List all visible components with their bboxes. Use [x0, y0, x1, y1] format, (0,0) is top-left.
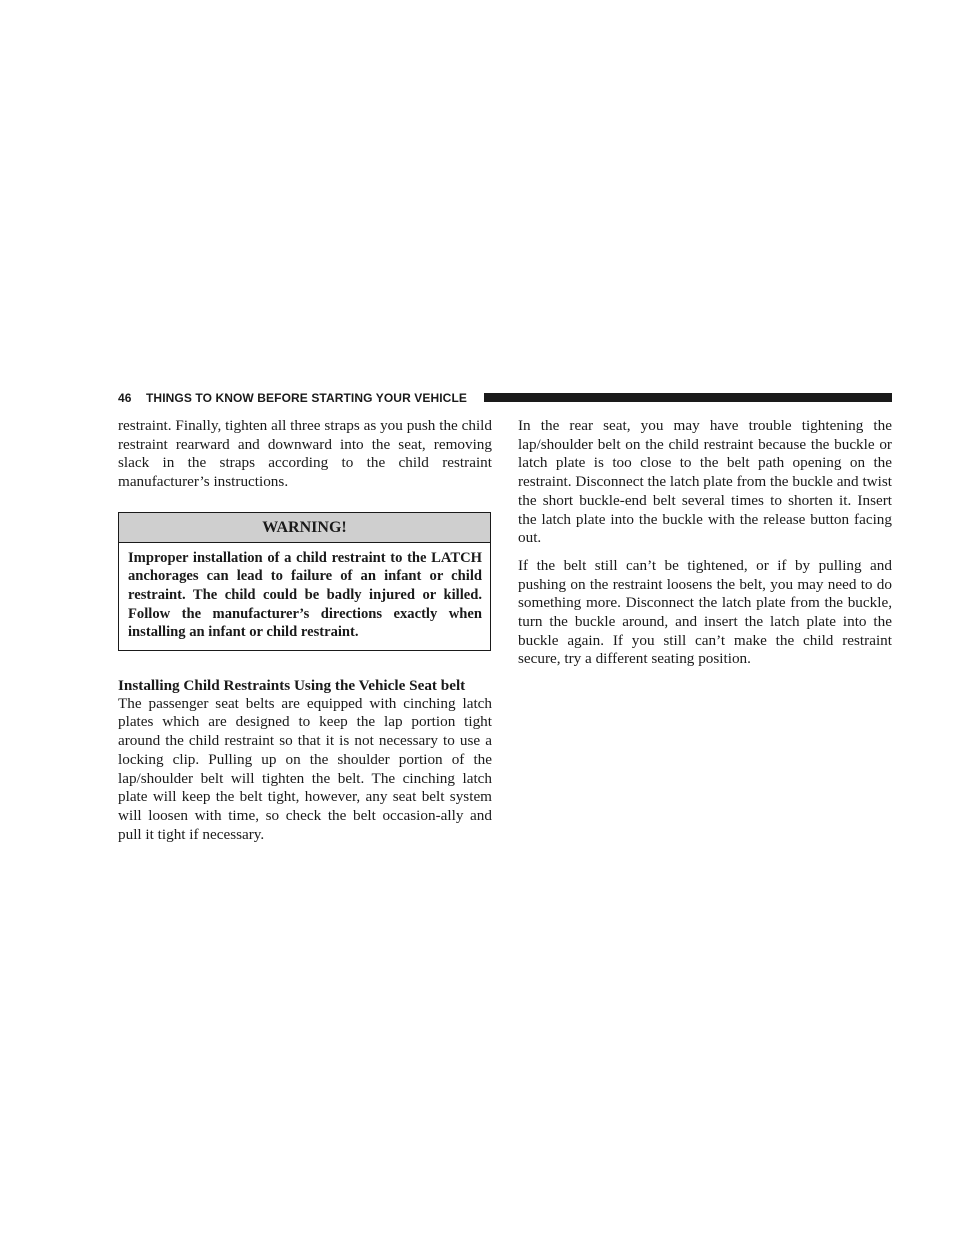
subheading: Installing Child Restraints Using the Vehicle Seat belt: [118, 676, 466, 694]
left-paragraph-1: restraint. Finally, tighten all three straps as you push the child restraint rearward and downward into the seat, removing slack in the straps according to the child restraint manufacturer’s instructions.: [118, 417, 492, 491]
warning-box: [118, 512, 491, 651]
left-column: [118, 417, 492, 844]
right-column: [518, 417, 892, 669]
right-paragraph-2: If the belt still can’t be tightened, or if by pulling and pushing on the restraint loosens the belt, you may need to do something more. Disconnect the latch plate from the buckle, turn the buckle around, and insert the latch plate into the buckle again. If you still can’t make the child restraint secure, try a different seating position.: [518, 556, 892, 668]
page-header: [118, 389, 892, 407]
section-title: THINGS TO KNOW BEFORE STARTING YOUR VEHICLE: [146, 391, 467, 405]
warning-title: WARNING!: [119, 513, 490, 543]
left-paragraph-2: The passenger seat belts are equipped with cinching latch plates which are designed to keep the lap portion tight around the child restraint so that it is not necessary to use a locking clip. Pulling up on the shoulder portion of the lap/shoulder belt will tighten the belt. The cinching latch plate will keep the belt tight, however, any seat belt system will loosen with time, so check the belt occasion-ally and pull it tight if necessary.: [118, 694, 492, 843]
warning-body: Improper installation of a child restraint to the LATCH anchorages can lead to failure of an infant or child restraint. The child could be badly injured or killed. Follow the manufacturer’s directions exactly when installing an infant or child restraint.: [128, 549, 482, 641]
right-paragraph-1: In the rear seat, you may have trouble tightening the lap/shoulder belt on the child restraint because the buckle or latch plate is too close to the belt path opening on the restraint. Disconnect the latch plate from the buckle and twist the short buckle-end belt several times to shorten it. Insert the latch plate into the buckle with the release button facing out.: [518, 417, 892, 547]
page-number: 46: [118, 391, 132, 405]
header-rule: [484, 393, 892, 402]
